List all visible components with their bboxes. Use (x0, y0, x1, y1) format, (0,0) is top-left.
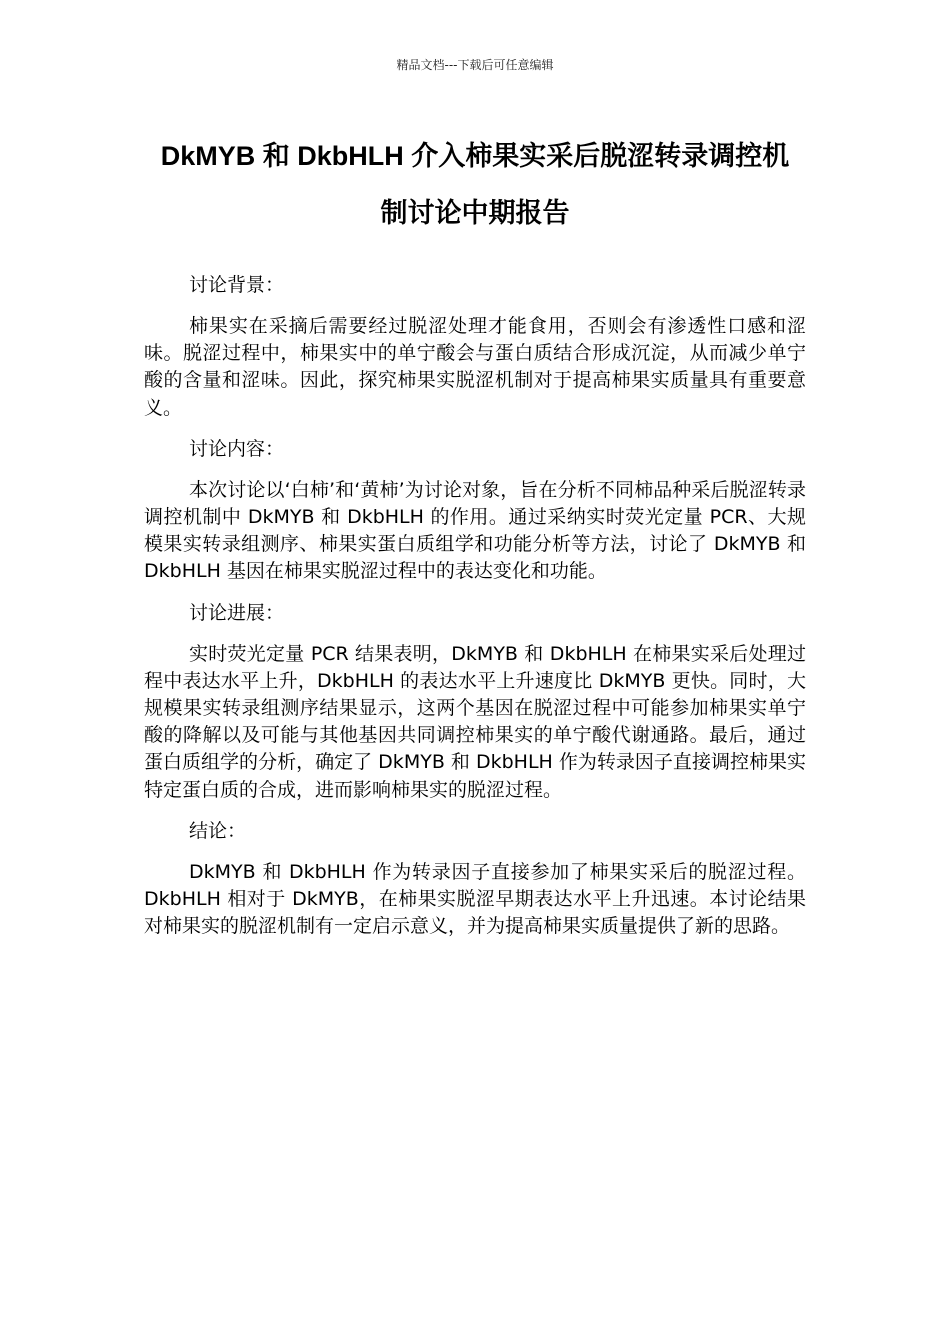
section-paragraph: 柿果实在采摘后需要经过脱涩处理才能食用，否则会有渗透性口感和涩味。脱涩过程中，柿果实中的单宁酸会与蛋白质结合形成沉淀，从而减少单宁酸的含量和涩味。因此，探究柿果实脱涩机制对于提高柿果实质量具有重要意义。 (144, 315, 806, 419)
section-background (144, 270, 806, 422)
section-heading: 结论： (189, 819, 247, 842)
section-progress (144, 598, 806, 804)
document-title-line-1: DkMYB 和 DkbHLH 介入柿果实采后脱涩转录调控机 (160, 141, 790, 171)
section-heading: 讨论进展： (189, 601, 285, 624)
section-paragraph: DkMYB 和 DkbHLH 作为转录因子直接参加了柿果实采后的脱涩过程。DkbHLH 相对于 DkMYB，在柿果实脱涩早期表达水平上升迅速。本讨论结果对柿果实的脱涩机制有一定启示意义，并为提高柿果实质量提供了新的思路。 (144, 860, 806, 938)
section-heading: 讨论背景： (189, 274, 285, 296)
section-conclusion (144, 816, 806, 941)
section-heading: 讨论内容： (189, 437, 285, 460)
header-note: 精品文档---下载后可任意编辑 (396, 58, 554, 72)
document-body (144, 270, 806, 952)
section-paragraph: 本次讨论以‘白柿’和‘黄柿’为讨论对象，旨在分析不同柿品种采后脱涩转录调控机制中 DkMYB 和 DkbHLH 的作用。通过采纳实时荧光定量 PCR、大规模果实转录组测序、柿果实蛋白质组学和功能分析等方法，讨论了 DkMYB 和 DkbHLH 基因在柿果实脱涩过程中的表达变化和功能。 (144, 478, 806, 583)
section-content (144, 434, 806, 586)
document-title-line-2: 制讨论中期报告 (380, 198, 570, 228)
section-paragraph: 实时荧光定量 PCR 结果表明，DkMYB 和 DkbHLH 在柿果实采后处理过程中表达水平上升，DkbHLH 的表达水平上升速度比 DkMYB 更快。同时，大规模果实转录组测序结果显示，这两个基因在脱涩过程中可能参加柿果实单宁酸的降解以及可能与其他基因共同调控柿果实的单宁酸代谢通路。最后，通过蛋白质组学的分析，确定了 DkMYB 和 DkbHLH 作为转录因子直接调控柿果实特定蛋白质的合成，进而影响柿果实的脱涩过程。 (144, 642, 806, 801)
